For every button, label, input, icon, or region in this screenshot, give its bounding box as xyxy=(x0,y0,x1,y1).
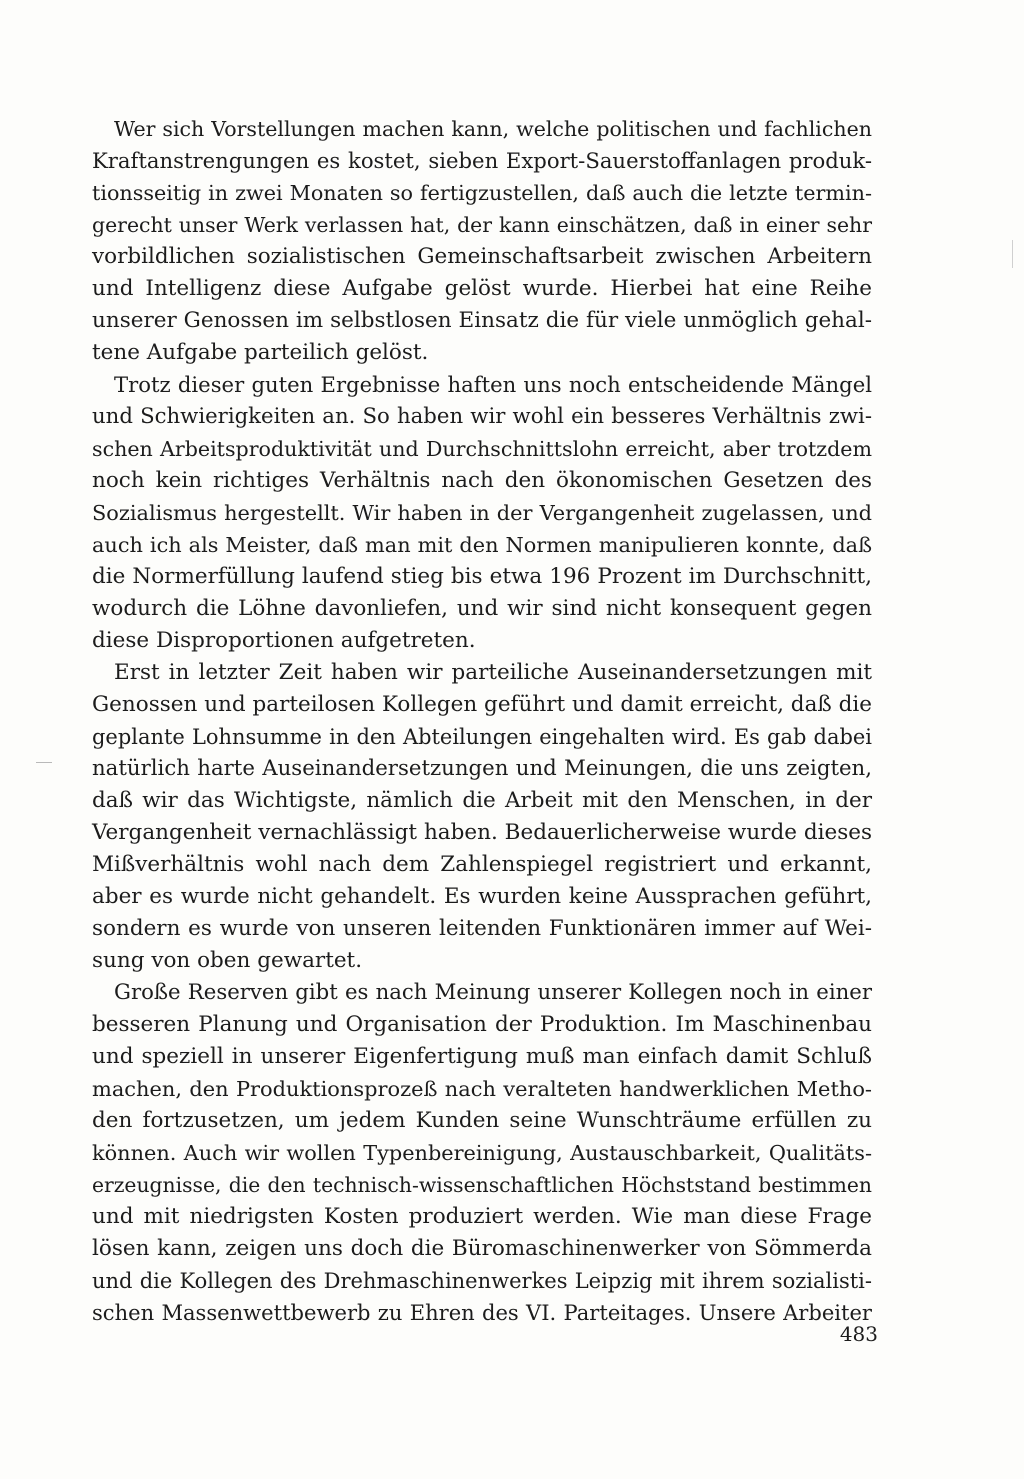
text-line: sondern es wurde von unseren leitenden Funktionären immer auf Wei- xyxy=(92,916,872,941)
text-line: auch ich als Meister, daß man mit den Normen manipulieren konnte, daß xyxy=(92,533,872,557)
text-line: natürlich harte Auseinandersetzungen und Meinungen, die uns zeigten, xyxy=(92,756,872,781)
text-line: und Intelligenz diese Aufgabe gelöst wurde. Hierbei hat eine Reihe xyxy=(92,276,872,301)
paragraph xyxy=(92,113,872,369)
text-line: vorbildlichen sozialistischen Gemeinschaftsarbeit zwischen Arbeitern xyxy=(92,244,872,269)
text-line: besseren Planung und Organisation der Produktion. Im Maschinenbau xyxy=(92,1012,872,1037)
text-line: sung von oben gewartet. xyxy=(92,948,363,973)
text-line: Erst in letzter Zeit haben wir parteiliche Auseinandersetzungen mit xyxy=(114,660,872,685)
text-line: unserer Genossen im selbstlosen Einsatz die für viele unmöglich gehal- xyxy=(92,308,872,333)
margin-mark-right xyxy=(1012,240,1013,268)
text-line: tionsseitig in zwei Monaten so fertigzustellen, daß auch die letzte termin- xyxy=(92,181,872,205)
text-line: gerecht unser Werk verlassen hat, der kann einschätzen, daß in einer sehr xyxy=(92,213,872,237)
text-line: Sozialismus hergestellt. Wir haben in der Vergangenheit zugelassen, und xyxy=(92,501,872,525)
text-line: die Normerfüllung laufend stieg bis etwa 196 Prozent im Durchschnitt, xyxy=(92,564,872,589)
margin-mark xyxy=(36,762,52,763)
page-number: 483 xyxy=(839,1322,878,1346)
text-line: und mit niedrigsten Kosten produziert werden. Wie man diese Frage xyxy=(92,1204,872,1229)
text-line: schen Massenwettbewerb zu Ehren des VI. Parteitages. Unsere Arbeiter xyxy=(92,1300,872,1325)
text-line: und Schwierigkeiten an. So haben wir wohl ein besseres Verhältnis zwi- xyxy=(92,404,872,429)
text-line: daß wir das Wichtigste, nämlich die Arbeit mit den Menschen, in der xyxy=(92,788,872,813)
paragraph xyxy=(92,369,872,657)
text-line: können. Auch wir wollen Typenbereinigung, Austauschbarkeit, Qualitäts- xyxy=(92,1141,872,1165)
text-line: Vergangenheit vernachlässigt haben. Bedauerlicherweise wurde dieses xyxy=(92,820,872,845)
text-line: Mißverhältnis wohl nach dem Zahlenspiegel registriert und erkannt, xyxy=(92,852,872,877)
paragraph xyxy=(92,657,872,977)
text-line: erzeugnisse, die den technisch-wissenschaftlichen Höchststand bestimmen xyxy=(92,1173,872,1197)
text-line: tene Aufgabe parteilich gelöst. xyxy=(92,340,429,365)
text-line: aber es wurde nicht gehandelt. Es wurden keine Aussprachen geführt, xyxy=(92,884,872,909)
text-line: wodurch die Löhne davonliefen, und wir sind nicht konsequent gegen xyxy=(92,596,872,621)
text-line: geplante Lohnsumme in den Abteilungen eingehalten wird. Es gab dabei xyxy=(92,725,872,749)
text-line: diese Disproportionen aufgetreten. xyxy=(92,628,476,653)
text-line: und speziell in unserer Eigenfertigung muß man einfach damit Schluß xyxy=(92,1044,872,1069)
text-line: und die Kollegen des Drehmaschinenwerkes Leipzig mit ihrem sozialisti- xyxy=(92,1268,872,1293)
text-line: Trotz dieser guten Ergebnisse haften uns noch entscheidende Mängel xyxy=(114,372,872,397)
text-line: lösen kann, zeigen uns doch die Büromaschinenwerker von Sömmerda xyxy=(92,1236,872,1261)
text-line: noch kein richtiges Verhältnis nach den ökonomischen Gesetzen des xyxy=(92,468,872,493)
text-line: Kraftanstrengungen es kostet, sieben Export-Sauerstoffanlagen produk- xyxy=(92,148,872,173)
paragraph xyxy=(92,977,872,1329)
text-line: Genossen und parteilosen Kollegen geführt und damit erreicht, daß die xyxy=(92,692,872,717)
body-text xyxy=(92,113,872,1329)
text-line: den fortzusetzen, um jedem Kunden seine Wunschträume erfüllen zu xyxy=(92,1108,872,1133)
text-line: Wer sich Vorstellungen machen kann, welche politischen und fachlichen xyxy=(114,117,872,141)
text-line: machen, den Produktionsprozeß nach veralteten handwerklichen Metho- xyxy=(92,1077,872,1101)
text-line: Große Reserven gibt es nach Meinung unserer Kollegen noch in einer xyxy=(114,980,872,1005)
text-line: schen Arbeitsproduktivität und Durchschnittslohn erreicht, aber trotzdem xyxy=(92,437,872,461)
